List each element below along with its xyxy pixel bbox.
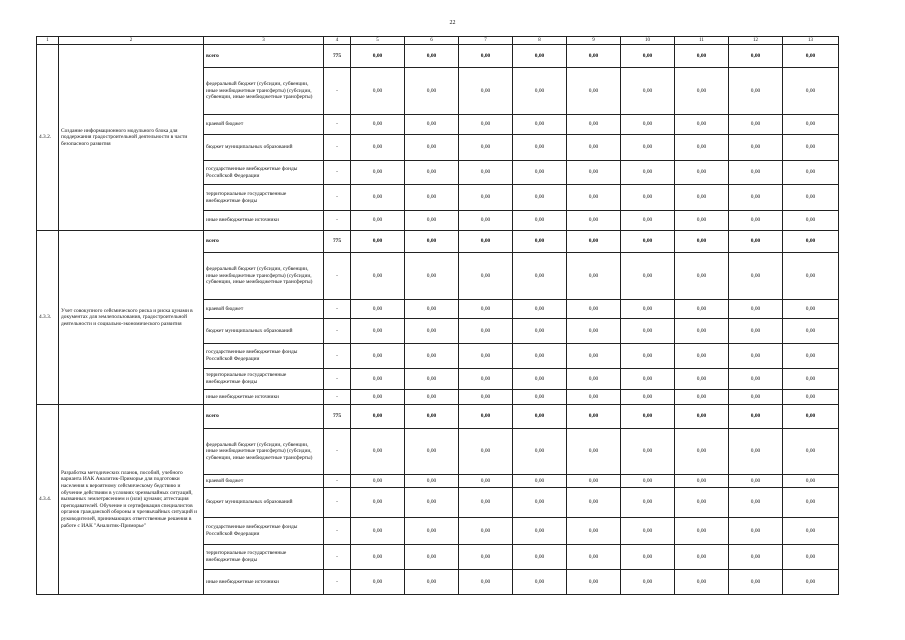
amount-cell: 0,00 — [459, 488, 513, 518]
amount-cell: 0,00 — [675, 570, 729, 595]
column-number: 10 — [621, 37, 675, 45]
column-number: 1 — [37, 37, 59, 45]
column-number: 13 — [783, 37, 839, 45]
amount-cell: 0,00 — [729, 429, 783, 475]
amount-cell: 0,00 — [459, 344, 513, 369]
amount-cell: 0,00 — [351, 231, 405, 253]
amount-cell: 0,00 — [405, 231, 459, 253]
amount-cell: 0,00 — [675, 545, 729, 570]
column-number: 6 — [405, 37, 459, 45]
amount-cell: 0,00 — [459, 545, 513, 570]
amount-cell: 0,00 — [459, 390, 513, 405]
amount-cell: 0,00 — [459, 45, 513, 68]
amount-cell: 0,00 — [675, 475, 729, 488]
budget-code: - — [324, 319, 351, 344]
budget-code: - — [324, 475, 351, 488]
amount-cell: 0,00 — [729, 319, 783, 344]
funding-source: федеральный бюджет (субсидии, субвенции, иные межбюджетные трансферты) (субсидии, субвенции, иные межбюджетные трансферты) — [204, 68, 324, 115]
amount-cell: 0,00 — [513, 68, 567, 115]
amount-cell: 0,00 — [729, 545, 783, 570]
budget-code: 775 — [324, 45, 351, 68]
amount-cell: 0,00 — [783, 429, 839, 475]
section-name: Учет совокупного сейсмического риска и риска цунами в документах для землепользования, градостроительной деятельности и социально-экономического развития — [59, 231, 204, 405]
amount-cell: 0,00 — [459, 231, 513, 253]
amount-cell: 0,00 — [783, 115, 839, 135]
amount-cell: 0,00 — [567, 344, 621, 369]
amount-cell: 0,00 — [783, 545, 839, 570]
amount-cell: 0,00 — [459, 161, 513, 185]
amount-cell: 0,00 — [621, 344, 675, 369]
amount-cell: 0,00 — [513, 161, 567, 185]
amount-cell: 0,00 — [513, 475, 567, 488]
amount-cell: 0,00 — [567, 570, 621, 595]
amount-cell: 0,00 — [675, 253, 729, 300]
amount-cell: 0,00 — [351, 45, 405, 68]
amount-cell: 0,00 — [621, 405, 675, 429]
amount-cell: 0,00 — [459, 429, 513, 475]
funding-source: иные внебюджетные источники — [204, 390, 324, 405]
amount-cell: 0,00 — [621, 211, 675, 231]
amount-cell: 0,00 — [675, 300, 729, 319]
funding-source: всего — [204, 231, 324, 253]
amount-cell: 0,00 — [675, 161, 729, 185]
amount-cell: 0,00 — [783, 475, 839, 488]
amount-cell: 0,00 — [513, 390, 567, 405]
column-numbers-row — [37, 37, 839, 45]
amount-cell: 0,00 — [675, 369, 729, 390]
amount-cell: 0,00 — [405, 319, 459, 344]
funding-source: федеральный бюджет (субсидии, субвенции, иные межбюджетные трансферты) (субсидии, субвенции, иные межбюджетные трансферты) — [204, 429, 324, 475]
column-number: 7 — [459, 37, 513, 45]
amount-cell: 0,00 — [621, 68, 675, 115]
funding-source: всего — [204, 405, 324, 429]
budget-code: 775 — [324, 231, 351, 253]
amount-cell: 0,00 — [351, 161, 405, 185]
amount-cell: 0,00 — [513, 231, 567, 253]
amount-cell: 0,00 — [783, 185, 839, 211]
amount-cell: 0,00 — [567, 161, 621, 185]
amount-cell: 0,00 — [351, 68, 405, 115]
amount-cell: 0,00 — [351, 570, 405, 595]
budget-code: - — [324, 161, 351, 185]
amount-cell: 0,00 — [783, 231, 839, 253]
amount-cell: 0,00 — [621, 300, 675, 319]
amount-cell: 0,00 — [459, 369, 513, 390]
amount-cell: 0,00 — [513, 405, 567, 429]
amount-cell: 0,00 — [459, 319, 513, 344]
amount-cell: 0,00 — [621, 570, 675, 595]
amount-cell: 0,00 — [351, 300, 405, 319]
funding-source: государственные внебюджетные фонды Российской Федерации — [204, 344, 324, 369]
amount-cell: 0,00 — [405, 185, 459, 211]
amount-cell: 0,00 — [567, 545, 621, 570]
amount-cell: 0,00 — [567, 300, 621, 319]
section-number: 4.3.4. — [37, 405, 59, 595]
amount-cell: 0,00 — [405, 135, 459, 161]
amount-cell: 0,00 — [513, 545, 567, 570]
amount-cell: 0,00 — [351, 518, 405, 545]
amount-cell: 0,00 — [567, 429, 621, 475]
amount-cell: 0,00 — [459, 300, 513, 319]
financing-table — [36, 36, 839, 595]
amount-cell: 0,00 — [783, 68, 839, 115]
amount-cell: 0,00 — [567, 319, 621, 344]
amount-cell: 0,00 — [567, 488, 621, 518]
amount-cell: 0,00 — [459, 211, 513, 231]
amount-cell: 0,00 — [729, 390, 783, 405]
amount-cell: 0,00 — [675, 211, 729, 231]
column-number: 2 — [59, 37, 204, 45]
amount-cell: 0,00 — [351, 253, 405, 300]
budget-code: - — [324, 518, 351, 545]
amount-cell: 0,00 — [783, 518, 839, 545]
amount-cell: 0,00 — [675, 115, 729, 135]
amount-cell: 0,00 — [405, 475, 459, 488]
funding-source: федеральный бюджет (субсидии, субвенции, иные межбюджетные трансферты) (субсидии, субвенции, иные межбюджетные трансферты) — [204, 253, 324, 300]
amount-cell: 0,00 — [567, 518, 621, 545]
amount-cell: 0,00 — [729, 135, 783, 161]
amount-cell: 0,00 — [513, 185, 567, 211]
amount-cell: 0,00 — [459, 253, 513, 300]
amount-cell: 0,00 — [783, 135, 839, 161]
amount-cell: 0,00 — [351, 369, 405, 390]
amount-cell: 0,00 — [405, 429, 459, 475]
amount-cell: 0,00 — [621, 253, 675, 300]
amount-cell: 0,00 — [675, 488, 729, 518]
budget-code: - — [324, 545, 351, 570]
amount-cell: 0,00 — [351, 135, 405, 161]
amount-cell: 0,00 — [783, 405, 839, 429]
amount-cell: 0,00 — [513, 135, 567, 161]
amount-cell: 0,00 — [513, 300, 567, 319]
amount-cell: 0,00 — [405, 570, 459, 595]
amount-cell: 0,00 — [675, 135, 729, 161]
amount-cell: 0,00 — [729, 475, 783, 488]
amount-cell: 0,00 — [513, 570, 567, 595]
amount-cell: 0,00 — [567, 405, 621, 429]
amount-cell: 0,00 — [621, 429, 675, 475]
amount-cell: 0,00 — [405, 344, 459, 369]
budget-code: - — [324, 570, 351, 595]
amount-cell: 0,00 — [675, 185, 729, 211]
section-number: 4.3.2. — [37, 45, 59, 231]
amount-cell: 0,00 — [459, 518, 513, 545]
amount-cell: 0,00 — [783, 211, 839, 231]
amount-cell: 0,00 — [351, 115, 405, 135]
amount-cell: 0,00 — [513, 488, 567, 518]
amount-cell: 0,00 — [351, 185, 405, 211]
amount-cell: 0,00 — [567, 253, 621, 300]
amount-cell: 0,00 — [729, 253, 783, 300]
amount-cell: 0,00 — [567, 135, 621, 161]
amount-cell: 0,00 — [675, 319, 729, 344]
amount-cell: 0,00 — [621, 488, 675, 518]
funding-source: государственные внебюджетные фонды Российской Федерации — [204, 518, 324, 545]
amount-cell: 0,00 — [405, 161, 459, 185]
amount-cell: 0,00 — [567, 45, 621, 68]
amount-cell: 0,00 — [621, 369, 675, 390]
column-number: 12 — [729, 37, 783, 45]
amount-cell: 0,00 — [621, 185, 675, 211]
amount-cell: 0,00 — [405, 115, 459, 135]
budget-code: - — [324, 135, 351, 161]
table-body — [37, 37, 839, 595]
column-number: 5 — [351, 37, 405, 45]
amount-cell: 0,00 — [351, 405, 405, 429]
amount-cell: 0,00 — [621, 115, 675, 135]
amount-cell: 0,00 — [567, 369, 621, 390]
amount-cell: 0,00 — [405, 390, 459, 405]
column-number: 4 — [324, 37, 351, 45]
column-number: 3 — [204, 37, 324, 45]
budget-code: - — [324, 369, 351, 390]
amount-cell: 0,00 — [729, 518, 783, 545]
amount-cell: 0,00 — [405, 405, 459, 429]
amount-cell: 0,00 — [351, 390, 405, 405]
budget-code: - — [324, 115, 351, 135]
budget-code: - — [324, 185, 351, 211]
amount-cell: 0,00 — [729, 405, 783, 429]
amount-cell: 0,00 — [459, 570, 513, 595]
amount-cell: 0,00 — [621, 45, 675, 68]
amount-cell: 0,00 — [405, 68, 459, 115]
amount-cell: 0,00 — [405, 211, 459, 231]
amount-cell: 0,00 — [405, 545, 459, 570]
amount-cell: 0,00 — [729, 231, 783, 253]
amount-cell: 0,00 — [621, 161, 675, 185]
amount-cell: 0,00 — [675, 405, 729, 429]
amount-cell: 0,00 — [351, 344, 405, 369]
amount-cell: 0,00 — [405, 518, 459, 545]
amount-cell: 0,00 — [783, 319, 839, 344]
amount-cell: 0,00 — [459, 115, 513, 135]
amount-cell: 0,00 — [567, 211, 621, 231]
amount-cell: 0,00 — [675, 231, 729, 253]
amount-cell: 0,00 — [513, 429, 567, 475]
funding-source: бюджет муниципальных образований — [204, 135, 324, 161]
amount-cell: 0,00 — [405, 300, 459, 319]
amount-cell: 0,00 — [729, 185, 783, 211]
amount-cell: 0,00 — [405, 253, 459, 300]
budget-code: - — [324, 488, 351, 518]
amount-cell: 0,00 — [405, 45, 459, 68]
amount-cell: 0,00 — [729, 45, 783, 68]
amount-cell: 0,00 — [405, 369, 459, 390]
amount-cell: 0,00 — [567, 475, 621, 488]
amount-cell: 0,00 — [783, 570, 839, 595]
amount-cell: 0,00 — [729, 344, 783, 369]
funding-source: краевой бюджет — [204, 300, 324, 319]
amount-cell: 0,00 — [567, 115, 621, 135]
amount-cell: 0,00 — [783, 45, 839, 68]
section-name: Разработка методических планов, пособий, учебного варианта ИАК Аналитик-Приморье для подготовки населения к вероятному сейсмическому бедствию и обучение действиям в условиях чрезвычайных ситуаций, вызванных землетрясением и (или) цунами; аттестация преподавателей. Обучение и сертификация специалистов органов гражданской обороны и чрезвычайных ситуаций и руководителей, принимающих ответственные решения в работе с ИАК "Аналитик-Приморье" — [59, 405, 204, 595]
amount-cell: 0,00 — [567, 68, 621, 115]
amount-cell: 0,00 — [459, 405, 513, 429]
amount-cell: 0,00 — [783, 253, 839, 300]
page-number: 22 — [449, 20, 456, 26]
amount-cell: 0,00 — [621, 319, 675, 344]
funding-source: территориальные государственные внебюджетные фонды — [204, 545, 324, 570]
amount-cell: 0,00 — [351, 211, 405, 231]
amount-cell: 0,00 — [567, 390, 621, 405]
amount-cell: 0,00 — [513, 344, 567, 369]
amount-cell: 0,00 — [351, 319, 405, 344]
amount-cell: 0,00 — [351, 475, 405, 488]
table-row — [37, 231, 839, 253]
amount-cell: 0,00 — [459, 185, 513, 211]
amount-cell: 0,00 — [621, 231, 675, 253]
budget-code: 775 — [324, 405, 351, 429]
amount-cell: 0,00 — [621, 545, 675, 570]
funding-source: государственные внебюджетные фонды Российской Федерации — [204, 161, 324, 185]
amount-cell: 0,00 — [729, 369, 783, 390]
amount-cell: 0,00 — [513, 45, 567, 68]
amount-cell: 0,00 — [675, 390, 729, 405]
amount-cell: 0,00 — [783, 390, 839, 405]
funding-source: краевой бюджет — [204, 475, 324, 488]
amount-cell: 0,00 — [513, 253, 567, 300]
amount-cell: 0,00 — [351, 545, 405, 570]
budget-code: - — [324, 68, 351, 115]
amount-cell: 0,00 — [783, 161, 839, 185]
column-number: 9 — [567, 37, 621, 45]
amount-cell: 0,00 — [567, 185, 621, 211]
amount-cell: 0,00 — [459, 68, 513, 115]
amount-cell: 0,00 — [621, 390, 675, 405]
amount-cell: 0,00 — [459, 475, 513, 488]
amount-cell: 0,00 — [783, 344, 839, 369]
table-row — [37, 45, 839, 68]
amount-cell: 0,00 — [459, 135, 513, 161]
funding-source: бюджет муниципальных образований — [204, 319, 324, 344]
funding-source: иные внебюджетные источники — [204, 570, 324, 595]
amount-cell: 0,00 — [783, 488, 839, 518]
budget-code: - — [324, 390, 351, 405]
amount-cell: 0,00 — [513, 211, 567, 231]
amount-cell: 0,00 — [513, 115, 567, 135]
amount-cell: 0,00 — [729, 570, 783, 595]
amount-cell: 0,00 — [729, 161, 783, 185]
column-number: 8 — [513, 37, 567, 45]
amount-cell: 0,00 — [351, 488, 405, 518]
amount-cell: 0,00 — [675, 344, 729, 369]
table-row — [37, 405, 839, 429]
column-number: 11 — [675, 37, 729, 45]
budget-code: - — [324, 253, 351, 300]
amount-cell: 0,00 — [513, 369, 567, 390]
budget-code: - — [324, 211, 351, 231]
amount-cell: 0,00 — [513, 518, 567, 545]
funding-source: краевой бюджет — [204, 115, 324, 135]
amount-cell: 0,00 — [621, 518, 675, 545]
budget-code: - — [324, 344, 351, 369]
amount-cell: 0,00 — [621, 135, 675, 161]
amount-cell: 0,00 — [729, 115, 783, 135]
section-name: Создание информационного модульного блока для поддержания градостроительной деятельности в части безопасного развития — [59, 45, 204, 231]
section-number: 4.3.3. — [37, 231, 59, 405]
funding-source: всего — [204, 45, 324, 68]
amount-cell: 0,00 — [783, 369, 839, 390]
amount-cell: 0,00 — [675, 429, 729, 475]
amount-cell: 0,00 — [621, 475, 675, 488]
amount-cell: 0,00 — [405, 488, 459, 518]
amount-cell: 0,00 — [729, 68, 783, 115]
amount-cell: 0,00 — [567, 231, 621, 253]
budget-code: - — [324, 429, 351, 475]
funding-source: иные внебюджетные источники — [204, 211, 324, 231]
amount-cell: 0,00 — [351, 429, 405, 475]
amount-cell: 0,00 — [675, 68, 729, 115]
amount-cell: 0,00 — [729, 211, 783, 231]
funding-source: бюджет муниципальных образований — [204, 488, 324, 518]
amount-cell: 0,00 — [675, 45, 729, 68]
amount-cell: 0,00 — [513, 319, 567, 344]
amount-cell: 0,00 — [783, 300, 839, 319]
funding-source: территориальные государственные внебюджетные фонды — [204, 185, 324, 211]
funding-source: территориальные государственные внебюджетные фонды — [204, 369, 324, 390]
amount-cell: 0,00 — [675, 518, 729, 545]
budget-code: - — [324, 300, 351, 319]
amount-cell: 0,00 — [729, 488, 783, 518]
amount-cell: 0,00 — [729, 300, 783, 319]
